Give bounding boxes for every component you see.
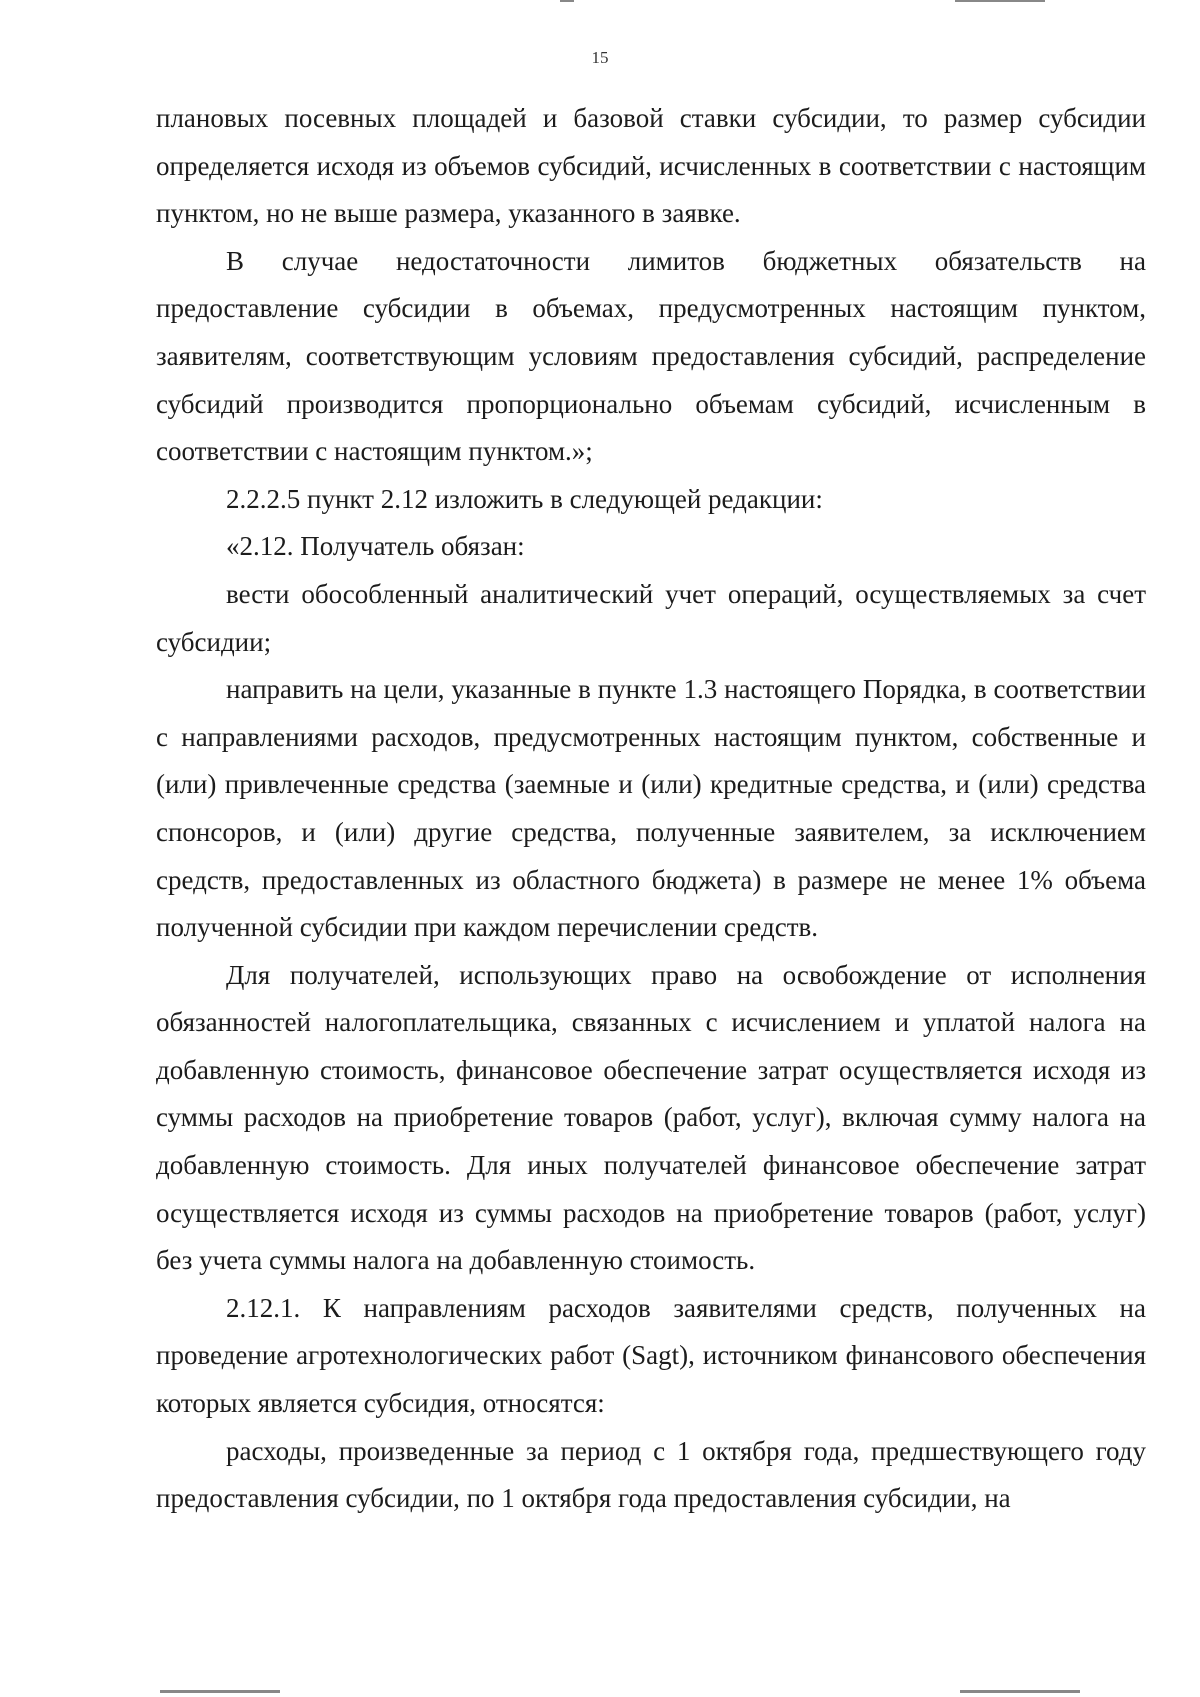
paragraph: вести обособленный аналитический учет операций, осуществляемых за счет субсидии;: [156, 578, 1146, 657]
paragraph: направить на цели, указанные в пункте 1.3 настоящего Порядка, в соответствии с направлениями расходов, предусмотренных настоящим пунктом, собственные и (или) привлеченные средства (заемные и (или) кредитные средства, и (или) средства спонсоров, и (или) другие средства, полученные заявителем, за исключением средств, предоставленных из областного бюджета) в размере не менее 1% объема полученной субсидии при каждом перечислении средств.: [156, 674, 1146, 943]
paragraph: «2.12. Получатель обязан:: [226, 531, 525, 562]
scan-artifact: [955, 0, 1045, 2]
scan-artifact: [160, 1690, 280, 1693]
paragraph: В случае недостаточности лимитов бюджетных обязательств на предоставление субсидии в объемах, предусмотренных настоящим пунктом, заявителям, соответствующим условиям предоставления субсидий, распределение субсидий производится пропорционально объемам субсидий, исчисленным в соответствии с настоящим пунктом.»;: [156, 245, 1146, 467]
document-body: [156, 95, 1146, 1523]
paragraph: расходы, произведенные за период с 1 октября года, предшествующего году предоставления субсидии, по 1 октября года предоставления субсидии, на: [156, 1435, 1146, 1514]
scan-artifact: [960, 1690, 1080, 1693]
paragraph: 2.2.2.5 пункт 2.12 изложить в следующей редакции:: [226, 483, 823, 514]
paragraph: плановых посевных площадей и базовой ставки субсидии, то размер субсидии определяется исходя из объемов субсидий, исчисленных в соответствии с настоящим пунктом, но не выше размера, указанного в заявке.: [156, 103, 1146, 229]
paragraph: 2.12.1. К направлениям расходов заявителями средств, полученных на проведение агротехнологических работ (Sagt), источником финансового обеспечения которых является субсидия, относятся:: [156, 1292, 1146, 1419]
page-number: 15: [591, 48, 609, 67]
scan-artifact: [560, 0, 574, 2]
paragraph: Для получателей, использующих право на освобождение от исполнения обязанностей налогоплательщика, связанных с исчислением и уплатой налога на добавленную стоимость, финансовое обеспечение затрат осуществляется исходя из суммы расходов на приобретение товаров (работ, услуг), включая сумму налога на добавленную стоимость. Для иных получателей финансовое обеспечение затрат осуществляется исходя из суммы расходов на приобретение товаров (работ, услуг) без учета суммы налога на добавленную стоимость.: [156, 959, 1146, 1276]
